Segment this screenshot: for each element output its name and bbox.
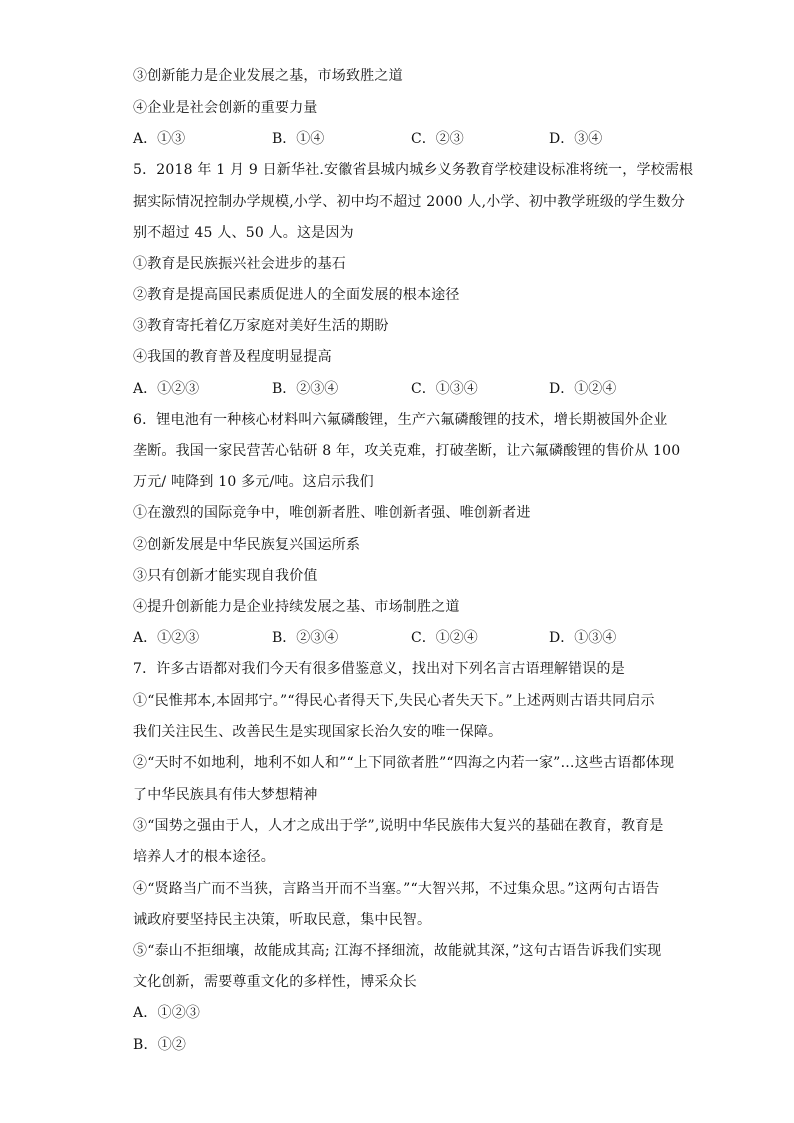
q5-item-1: ①教育是民族振兴社会进步的基石 <box>133 256 346 272</box>
q6-item-3: ③只有创新才能实现自我价值 <box>133 568 318 584</box>
q5-stem-line-1: 5．2018 年 1 月 9 日新华社.安徽省县城内城乡义务教育学校建设标准将统一，学校需根 <box>133 162 694 178</box>
q5-option-d: D．①②④ <box>549 381 617 397</box>
q5-item-3: ③教育寄托着亿万家庭对美好生活的期盼 <box>133 318 389 334</box>
q5-option-c: C．①③④ <box>411 381 478 397</box>
q7-item-1-line-2: 我们关注民生、改善民生是实现国家长治久安的唯一保障。 <box>133 724 503 740</box>
q5-stem-line-3: 别不超过 45 人、50 人。这是因为 <box>133 225 354 241</box>
q6-option-a: A．①②③ <box>133 630 200 646</box>
q5-item-2: ②教育是提高国民素质促进人的全面发展的根本途径 <box>133 287 460 303</box>
q5-item-4: ④我国的教育普及程度明显提高 <box>133 349 332 365</box>
q7-item-4-line-1: ④“贤路当广而不当狭，言路当开而不当塞。”“大智兴邦，不过集众思。”这两句古语告 <box>133 881 660 897</box>
q6-option-d: D．①③④ <box>549 630 617 646</box>
q5-option-a: A．①②③ <box>133 381 200 397</box>
q7-item-3-line-1: ③“国势之强由于人，人才之成出于学”,说明中华民族伟大复兴的基础在教育，教育是 <box>133 818 664 834</box>
q4-option-b: B．①④ <box>272 131 325 147</box>
q7-item-4-line-2: 诫政府要坚持民主决策，听取民意，集中民智。 <box>133 912 432 928</box>
q5-stem-line-2: 据实际情况控制办学规模,小学、初中均不超过 2000 人,小学、初中教学班级的学生数分 <box>133 194 686 210</box>
q7-item-5-line-1: ⑤“泰山不拒细壤，故能成其高; 江海不择细流，故能就其深，”这句古语告诉我们实现 <box>133 943 662 959</box>
q7-item-5-line-2: 文化创新，需要尊重文化的多样性，博采众长 <box>133 974 417 990</box>
q7-stem: 7．许多古语都对我们今天有很多借鉴意义，找出对下列名言古语理解错误的是 <box>133 661 625 677</box>
q7-item-3-line-2: 培养人才的根本途径。 <box>133 849 275 865</box>
q7-option-b: B．①② <box>133 1037 187 1053</box>
q4-option-d: D．③④ <box>549 131 603 147</box>
q7-item-2-line-1: ②“天时不如地利，地利不如人和”“上下同欲者胜”“四海之内若一家”…这些古语都体现 <box>133 755 675 771</box>
q7-item-2-line-2: 了中华民族具有伟大梦想精神 <box>133 787 318 803</box>
q6-item-4: ④提升创新能力是企业持续发展之基、市场制胜之道 <box>133 599 460 615</box>
q7-option-a: A．①②③ <box>133 1005 201 1021</box>
q6-item-1: ①在激烈的国际竞争中，唯创新者胜、唯创新者强、唯创新者进 <box>133 505 531 521</box>
q6-option-b: B．②③④ <box>272 630 339 646</box>
q6-item-2: ②创新发展是中华民族复兴国运所系 <box>133 537 361 553</box>
q6-stem-line-3: 万元/ 吨降到 10 多元/吨。这启示我们 <box>133 474 374 490</box>
q5-option-b: B．②③④ <box>272 381 339 397</box>
q6-stem-line-2: 垄断。我国一家民营苦心钻研 8 年，攻关克难，打破垄断，让六氟磷酸锂的售价从 100 <box>133 443 681 459</box>
q6-option-c: C．①②④ <box>411 630 478 646</box>
q4-item-3: ③创新能力是企业发展之基，市场致胜之道 <box>133 68 403 84</box>
q4-option-a: A．①③ <box>133 131 186 147</box>
q7-item-1-line-1: ①“民惟邦本,本固邦宁。”“得民心者得天下,失民心者失天下。”上述两则古语共同启示 <box>133 693 655 709</box>
q4-option-c: C．②③ <box>411 131 464 147</box>
q4-item-4: ④企业是社会创新的重要力量 <box>133 100 318 116</box>
q6-stem-line-1: 6．锂电池有一种核心材料叫六氟磷酸锂，生产六氟磷酸锂的技术，增长期被国外企业 <box>133 412 668 428</box>
